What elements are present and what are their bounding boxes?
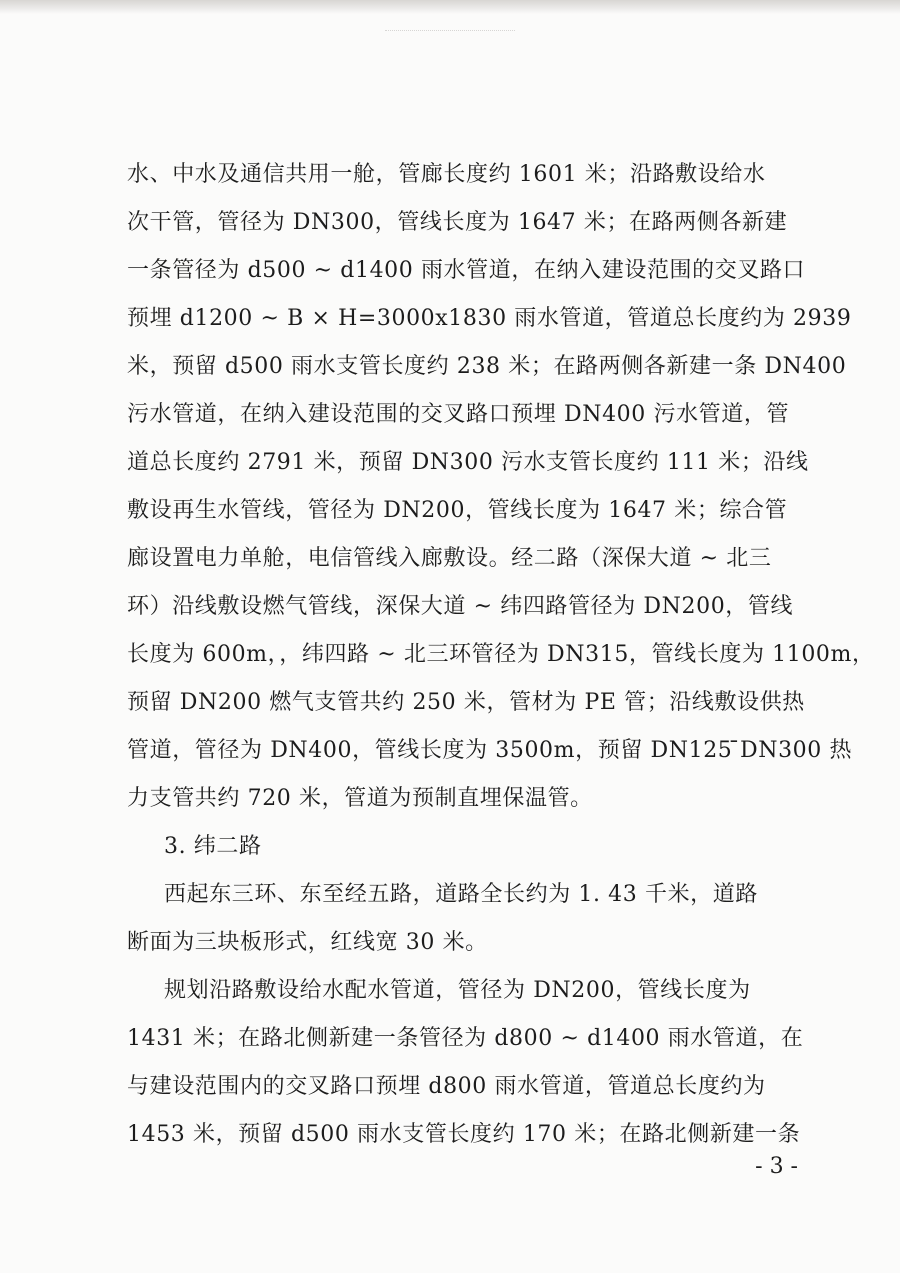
text-line: 长度为 600m，，纬四路 ~ 北三环管径为 DN315，管线长度为 1100m，	[127, 642, 875, 667]
text-line: 米，预留 d500 雨水支管长度约 238 米；在路两侧各新建一条 DN400	[127, 354, 847, 379]
text-line: 一条管径为 d500 ~ d1400 雨水管道，在纳入建设范围的交叉路口	[127, 258, 806, 283]
scan-artifact	[385, 30, 515, 39]
text-line: 1453 米，预留 d500 雨水支管长度约 170 米；在路北侧新建一条	[127, 1122, 801, 1147]
text-line: 预埋 d1200 ~ B × H=3000x1830 雨水管道，管道总长度约为 2939	[127, 306, 852, 331]
section-paragraph-1	[127, 871, 792, 967]
text-line: 次干管，管径为 DN300，管线长度为 1647 米；在路两侧各新建	[127, 210, 788, 235]
text-line: 与建设范围内的交叉路口预埋 d800 雨水管道，管道总长度约为	[127, 1074, 766, 1099]
text-line: 西起东三环、东至经五路，道路全长约为 1. 43 千米，道路	[164, 882, 758, 907]
text-line: 管道，管径为 DN400，管线长度为 3500m，预留 DN125 ̄DN300 热	[127, 738, 853, 763]
text-line: 廊设置电力单舱，电信管线入廊敷设。经二路（深保大道 ~ 北三	[127, 546, 772, 571]
section-paragraph-2	[127, 967, 804, 1159]
text-line: 道总长度约 2791 米，预留 DN300 污水支管长度约 111 米；沿线	[127, 450, 809, 475]
text-line: 预留 DN200 燃气支管共约 250 米，管材为 PE 管；沿线敷设供热	[127, 690, 805, 715]
page-number: - 3 -	[755, 1154, 798, 1179]
text-line: 断面为三块板形式，红线宽 30 米。	[127, 930, 488, 955]
scan-top-edge	[0, 0, 900, 14]
text-line: 污水管道，在纳入建设范围的交叉路口预埋 DN400 污水管道，管	[127, 402, 790, 427]
document-body	[127, 151, 875, 1159]
paragraph-continued	[127, 151, 875, 823]
text-line: 敷设再生水管线，管径为 DN200，管线长度为 1647 米；综合管	[127, 498, 788, 523]
text-line: 力支管共约 720 米，管道为预制直埋保温管。	[127, 786, 593, 811]
section-heading: 3. 纬二路	[164, 834, 262, 859]
text-line: 环）沿线敷设燃气管线，深保大道 ~ 纬四路管径为 DN200，管线	[127, 594, 794, 619]
text-line: 水、中水及通信共用一舱，管廊长度约 1601 米；沿路敷设给水	[127, 162, 766, 187]
text-line: 规划沿路敷设给水配水管道，管径为 DN200，管线长度为	[164, 978, 751, 1003]
text-line: 1431 米；在路北侧新建一条管径为 d800 ~ d1400 雨水管道，在	[127, 1026, 804, 1051]
